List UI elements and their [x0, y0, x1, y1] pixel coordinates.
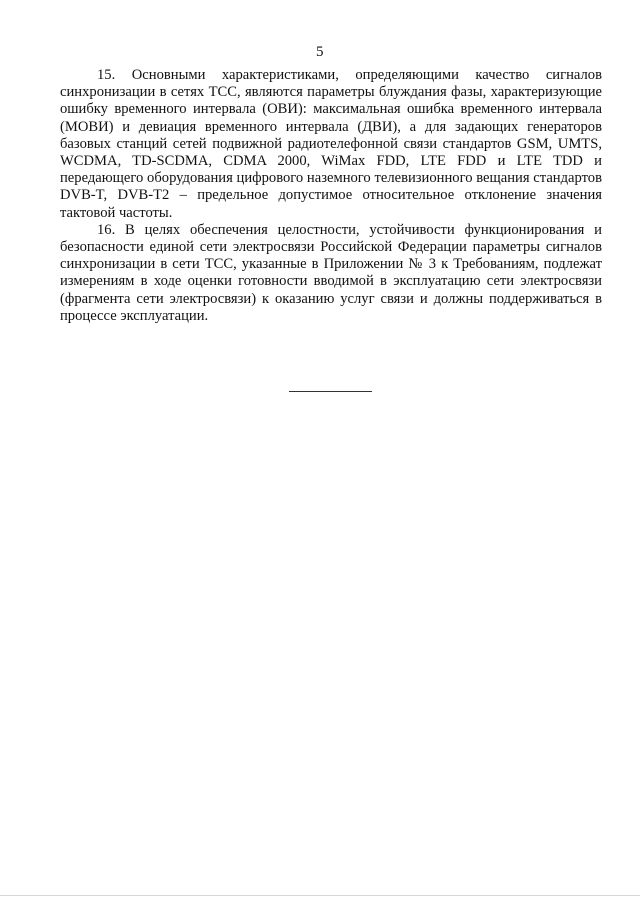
end-separator-line	[289, 391, 372, 392]
scan-bottom-edge	[0, 895, 640, 896]
document-body	[60, 67, 602, 325]
page-number: 5	[316, 44, 324, 60]
paragraph-15: 15. Основными характеристиками, определяющими качество сигналов синхронизации в сетях ТСС, являются параметры блуждания фазы, характеризующие ошибку временного интервала (ОВИ): максимальная ошибка временного интервала (МОВИ) и девиация временного интервала (ДВИ), а для задающих генераторов базовых станций сетей подвижной радиотелефонной связи стандартов GSM, UMTS, WCDMA, TD-SCDMA, CDMA 2000, WiMax FDD, LTE FDD и LTE TDD и передающего оборудования цифрового наземного телевизионного вещания стандартов DVB-T, DVB-T2 – предельное допустимое относительное отклонение значения тактовой частоты.	[60, 67, 602, 221]
paragraph-16: 16. В целях обеспечения целостности, устойчивости функционирования и безопасности единой сети электросвязи Российской Федерации параметры сигналов синхронизации в сети ТСС, указанные в Приложении № 3 к Требованиям, подлежат измерениям в ходе оценки готовности вводимой в эксплуатацию сети электросвязи (фрагмента сети электросвязи) к оказанию услуг связи и должны поддерживаться в процессе эксплуатации.	[60, 221, 602, 324]
